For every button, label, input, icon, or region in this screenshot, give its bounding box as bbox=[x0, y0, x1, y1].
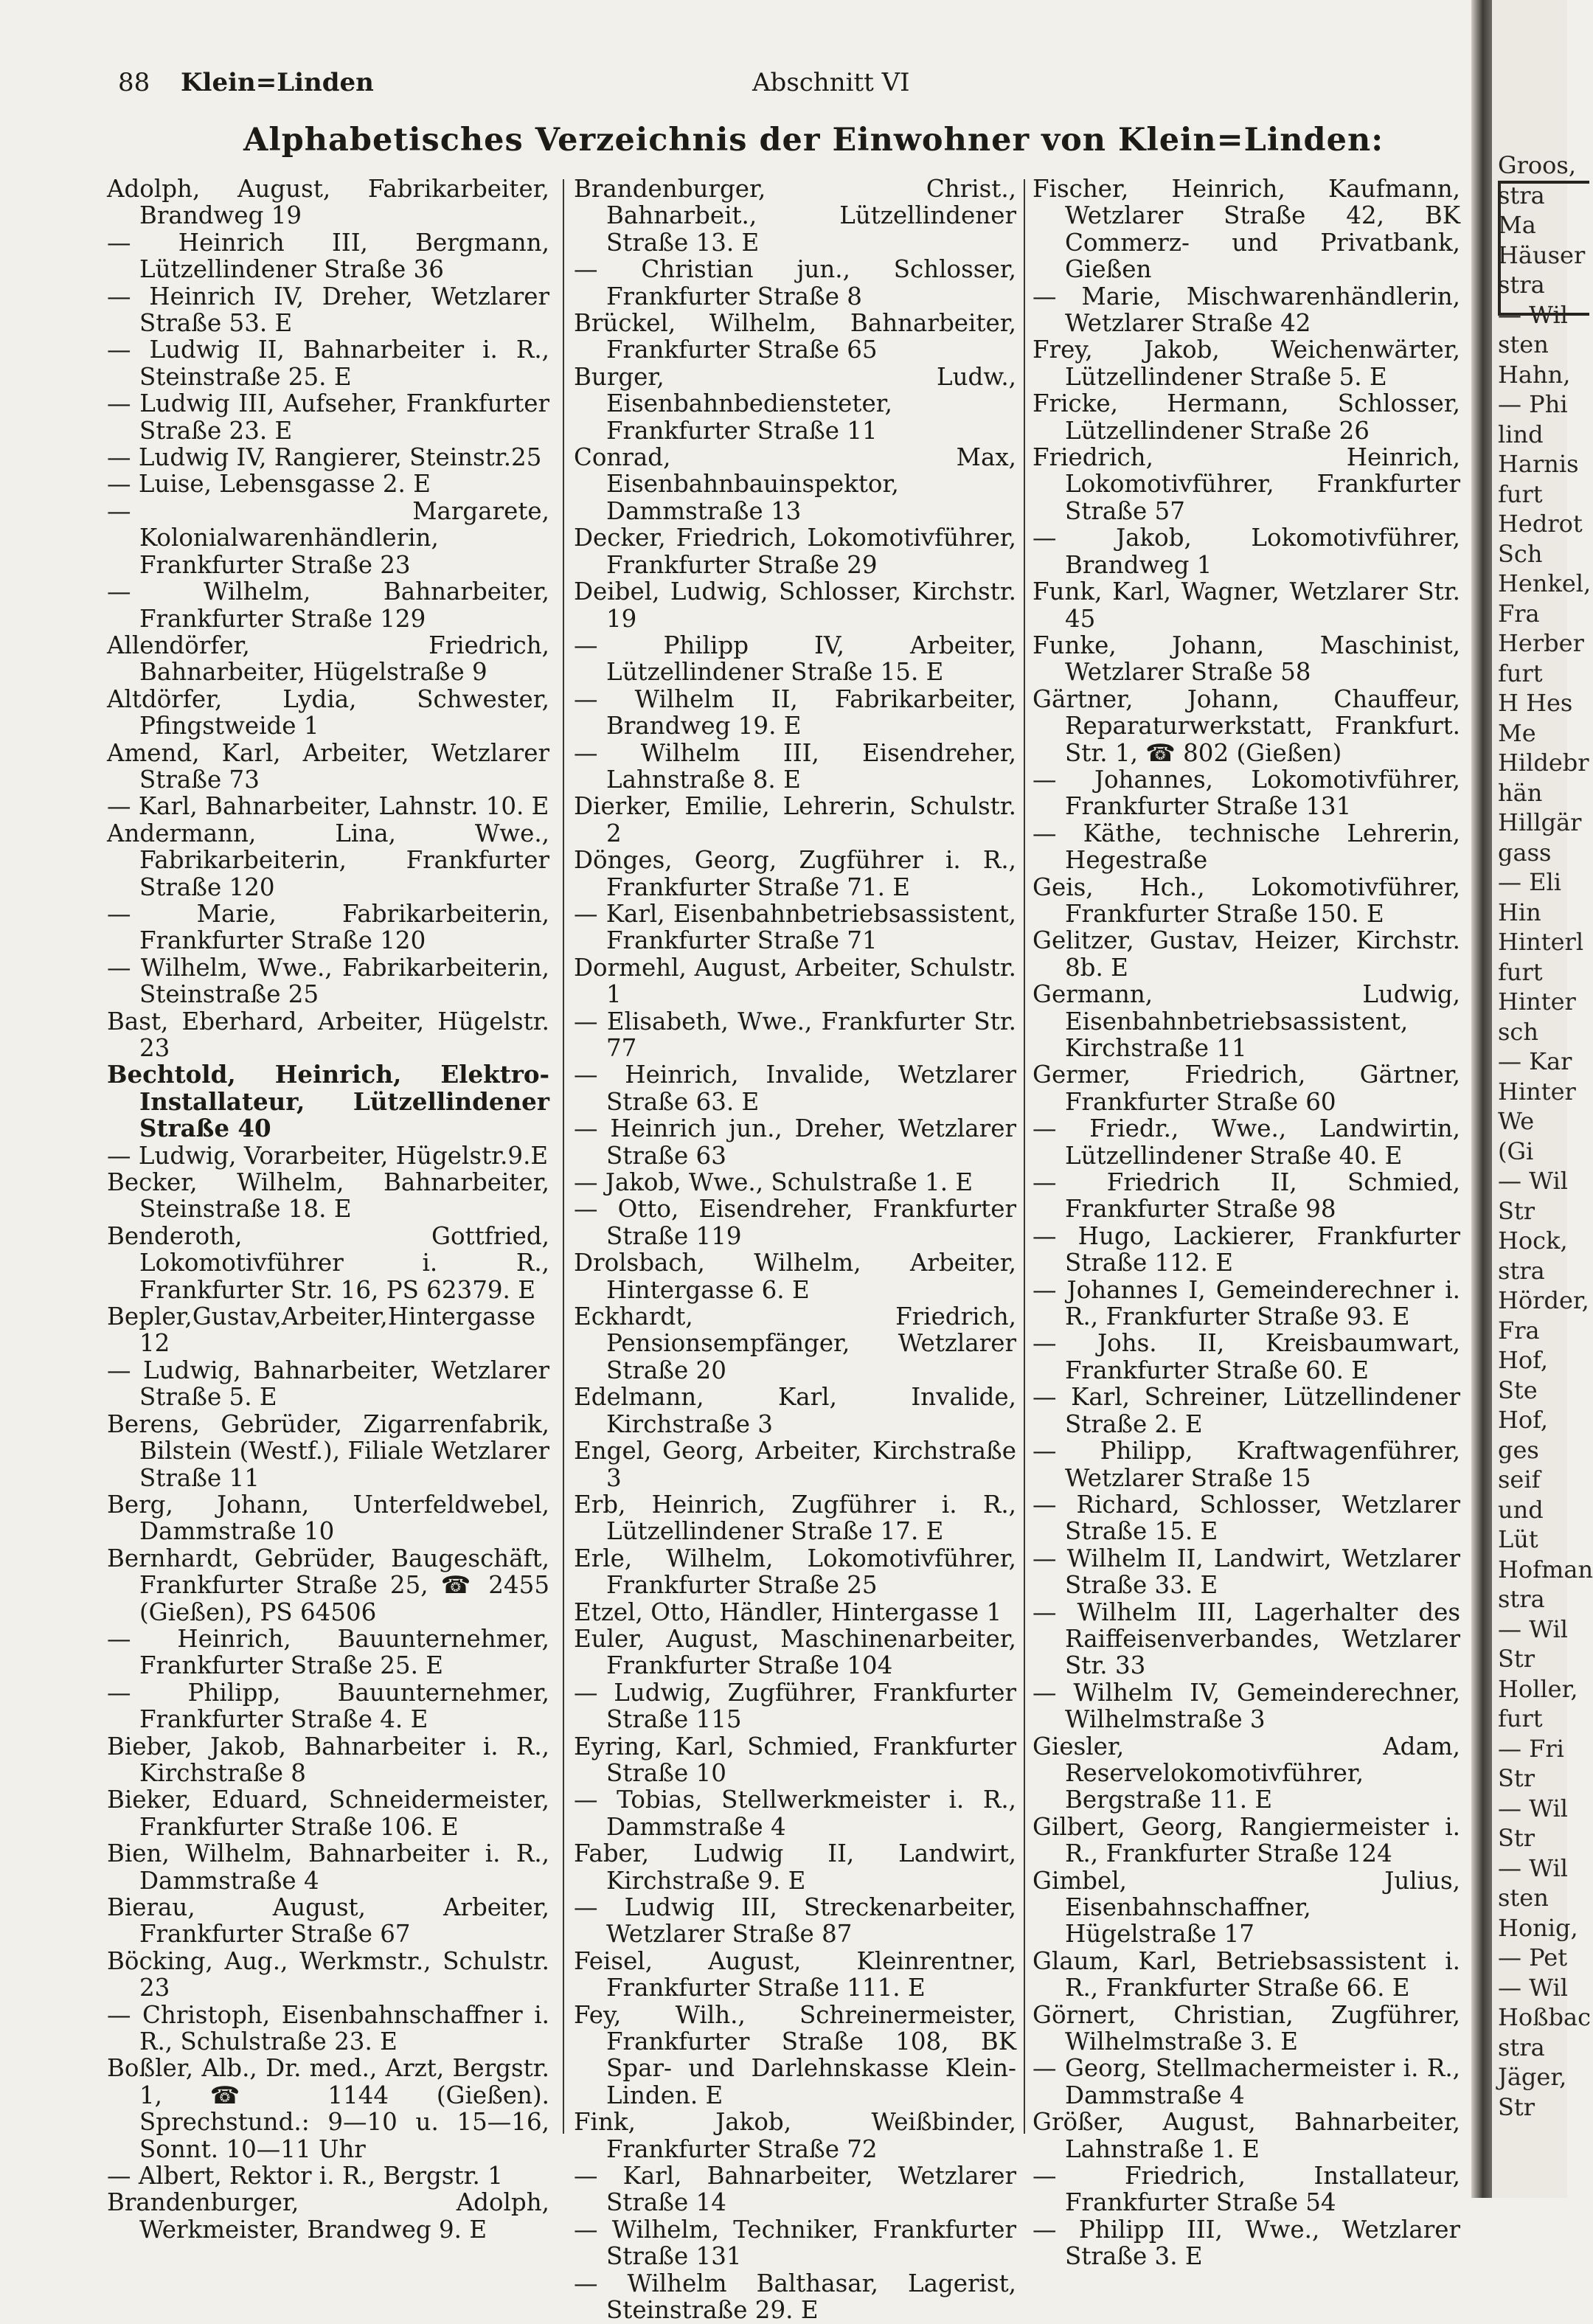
directory-entry: Feisel, August, Kleinrentner, Frankfurter Straße 111. E bbox=[574, 1946, 1016, 2002]
directory-entry: Gimbel, Julius, Eisenbahnschaffner, Hügelstraße 17 bbox=[1032, 1866, 1460, 1949]
directory-entry: — Christian jun., Schlosser, Frankfurter Straße 8 bbox=[574, 255, 1016, 311]
facing-page-fragment: — Eli bbox=[1498, 868, 1561, 896]
facing-page-fragment: furt bbox=[1498, 1704, 1543, 1732]
directory-entry: Dierker, Emilie, Lehrerin, Schulstr. 2 bbox=[574, 792, 1016, 847]
directory-entry: — Ludwig III, Streckenarbeiter, Wetzlarer Straße 87 bbox=[574, 1893, 1016, 1949]
facing-page-fragment: sch bbox=[1498, 1017, 1538, 1046]
facing-page-fragment: furt bbox=[1498, 659, 1543, 687]
directory-entry: Görnert, Christian, Zugführer, Wilhelmstraße 3. E bbox=[1032, 2000, 1460, 2056]
directory-entry: — Richard, Schlosser, Wetzlarer Straße 15. E bbox=[1032, 1490, 1460, 1546]
directory-entry: Decker, Friedrich, Lokomotivführer, Frankfurter Straße 29 bbox=[574, 524, 1016, 579]
facing-page-fragment: seif bbox=[1498, 1465, 1541, 1494]
directory-entry: — Luise, Lebensgasse 2. E bbox=[107, 470, 431, 499]
facing-page-fragment: — Fri bbox=[1498, 1734, 1564, 1763]
facing-page-fragment: hän bbox=[1498, 778, 1543, 807]
directory-entry: Böcking, Aug., Werkmstr., Schulstr. 23 bbox=[107, 1946, 549, 2002]
directory-entry: Bechtold, Heinrich, Elektro-Installateur, Lützellindener Straße 40 bbox=[107, 1060, 549, 1143]
facing-page-fragment: stra bbox=[1498, 271, 1545, 299]
directory-entry: Bieker, Eduard, Schneidermeister, Frankfurter Straße 106. E bbox=[107, 1786, 549, 1841]
directory-entry: — Philipp, Bauunternehmer, Frankfurter Straße 4. E bbox=[107, 1678, 549, 1734]
facing-page-fragment: Hof, bbox=[1498, 1406, 1549, 1434]
directory-entry: Eyring, Karl, Schmied, Frankfurter Straße 10 bbox=[574, 1732, 1016, 1787]
facing-page-fragment: Me bbox=[1498, 718, 1536, 747]
running-header bbox=[111, 68, 1490, 112]
directory-entry: — Ludwig II, Bahnarbeiter i. R., Steinstraße 25. E bbox=[107, 336, 549, 391]
facing-page-fragment: Str bbox=[1498, 2092, 1535, 2121]
directory-entry: — Jakob, Lokomotivführer, Brandweg 1 bbox=[1032, 524, 1460, 579]
directory-entry: Brandenburger, Adolph, Werkmeister, Brandweg 9. E bbox=[107, 2188, 549, 2244]
directory-entry: — Wilhelm II, Landwirt, Wetzlarer Straße 33. E bbox=[1032, 1544, 1460, 1600]
facing-page-fragment: furt bbox=[1498, 479, 1543, 508]
directory-entry: Glaum, Karl, Betriebsassistent i. R., Frankfurter Straße 66. E bbox=[1032, 1946, 1460, 2002]
facing-page-fragment: — Wil bbox=[1498, 1853, 1568, 1882]
facing-page-fragment: Jäger, bbox=[1498, 2063, 1567, 2091]
facing-page-fragment: lind bbox=[1498, 420, 1544, 448]
directory-entry: — Karl, Eisenbahnbetriebsassistent, Frankfurter Straße 71 bbox=[574, 899, 1016, 955]
directory-entry: Deibel, Ludwig, Schlosser, Kirchstr. 19 bbox=[574, 577, 1016, 633]
directory-entry: — Ludwig, Bahnarbeiter, Wetzlarer Straße 5. E bbox=[107, 1356, 549, 1412]
directory-entry: Bast, Eberhard, Arbeiter, Hügelstr. 23 bbox=[107, 1007, 549, 1062]
facing-page-fragment: Hock, bbox=[1498, 1227, 1568, 1255]
facing-page-fragment: Hahn, bbox=[1498, 360, 1571, 389]
directory-entry: — Ludwig III, Aufseher, Frankfurter Straße 23. E bbox=[107, 389, 549, 445]
facing-page-fragment: — Phi bbox=[1498, 390, 1568, 418]
facing-page-fragment: — Kar bbox=[1498, 1047, 1572, 1075]
facing-page-fragment: H Hes bbox=[1498, 689, 1573, 717]
facing-page-fragment: und bbox=[1498, 1495, 1544, 1524]
facing-page-fragment: Ste bbox=[1498, 1376, 1538, 1404]
directory-entry: Gärtner, Johann, Chauffeur, Reparaturwerkstatt, Frankfurt. Str. 1, ☎ 802 (Gießen) bbox=[1032, 684, 1460, 767]
directory-entry: Fey, Wilh., Schreinermeister, Frankfurter Straße 108, BK Spar- und Darlehnskasse Klein-Linden. E bbox=[574, 2000, 1016, 2109]
directory-entry: Gilbert, Georg, Rangiermeister i. R., Frankfurter Straße 124 bbox=[1032, 1812, 1460, 1868]
directory-entry: Altdörfer, Lydia, Schwester, Pfingstweide 1 bbox=[107, 684, 549, 740]
facing-page-fragment: Hinter bbox=[1498, 1077, 1576, 1106]
facing-page-fragment: Fra bbox=[1498, 599, 1540, 628]
directory-entry: — Elisabeth, Wwe., Frankfurter Str. 77 bbox=[574, 1007, 1016, 1062]
directory-column-2 bbox=[574, 176, 1016, 2324]
directory-entry: Gelitzer, Gustav, Heizer, Kirchstr. 8b. E bbox=[1032, 926, 1460, 982]
directory-entry: — Friedrich II, Schmied, Frankfurter Straße 98 bbox=[1032, 1168, 1460, 1224]
running-title: Klein=Linden bbox=[181, 68, 374, 97]
directory-entry: — Käthe, technische Lehrerin, Hegestraße bbox=[1032, 819, 1460, 875]
book-gutter bbox=[1471, 0, 1492, 2198]
directory-entry: — Karl, Schreiner, Lützellindener Straße 2. E bbox=[1032, 1383, 1460, 1438]
directory-entry: Germann, Ludwig, Eisenbahnbetriebsassistent, Kirchstraße 11 bbox=[1032, 980, 1460, 1062]
directory-entry: Adolph, August, Fabrikarbeiter, Brandweg 19 bbox=[107, 175, 549, 230]
facing-page-fragment: (Gi bbox=[1498, 1137, 1534, 1165]
directory-entry: Dönges, Georg, Zugführer i. R., Frankfurter Straße 71. E bbox=[574, 846, 1016, 901]
directory-entry: Allendörfer, Friedrich, Bahnarbeiter, Hügelstraße 9 bbox=[107, 631, 549, 687]
directory-entry: — Heinrich jun., Dreher, Wetzlarer Straße 63 bbox=[574, 1114, 1016, 1170]
directory-entry: — Heinrich, Bauunternehmer, Frankfurter Straße 25. E bbox=[107, 1624, 549, 1680]
directory-entry: — Jakob, Wwe., Schulstraße 1. E bbox=[574, 1168, 974, 1197]
page-number: 88 bbox=[118, 68, 150, 97]
directory-entry: Etzel, Otto, Händler, Hintergasse 1 bbox=[574, 1598, 1002, 1626]
facing-page-fragment: Hedrot bbox=[1498, 510, 1583, 538]
facing-page-fragment: Groos, bbox=[1498, 151, 1576, 179]
directory-entry: — Karl, Bahnarbeiter, Lahnstr. 10. E bbox=[107, 792, 549, 821]
facing-page-fragment: Hof, bbox=[1498, 1346, 1549, 1374]
directory-entry: Fricke, Hermann, Schlosser, Lützellindener Straße 26 bbox=[1032, 389, 1460, 445]
directory-entry: Burger, Ludw., Eisenbahnbediensteter, Frankfurter Straße 11 bbox=[574, 362, 1016, 445]
directory-entry: — Johannes I, Gemeinderechner i. R., Frankfurter Straße 93. E bbox=[1032, 1275, 1460, 1331]
facing-page-fragment: Hinterl bbox=[1498, 928, 1584, 956]
facing-page-fragment: We bbox=[1498, 1107, 1535, 1135]
directory-entry: Funke, Johann, Maschinist, Wetzlarer Straße 58 bbox=[1032, 631, 1460, 687]
directory-entry: Andermann, Lina, Wwe., Fabrikarbeiterin, Frankfurter Straße 120 bbox=[107, 819, 549, 901]
directory-entry: Engel, Georg, Arbeiter, Kirchstraße 3 bbox=[574, 1437, 1016, 1492]
directory-entry: — Ludwig, Zugführer, Frankfurter Straße 115 bbox=[574, 1678, 1016, 1734]
directory-entry: Germer, Friedrich, Gärtner, Frankfurter Straße 60 bbox=[1032, 1061, 1460, 1116]
directory-entry: Geis, Hch., Lokomotivführer, Frankfurter Straße 150. E bbox=[1032, 873, 1460, 928]
facing-page-fragment: Holler, bbox=[1498, 1674, 1578, 1703]
facing-page-fragment: — Pet bbox=[1498, 1943, 1568, 1971]
facing-page-fragment: stra bbox=[1498, 181, 1545, 209]
directory-entry: Brandenburger, Christ., Bahnarbeit., Lützellindener Straße 13. E bbox=[574, 175, 1016, 257]
facing-page-fragment: Lüt bbox=[1498, 1525, 1538, 1553]
directory-entry: — Georg, Stellmachermeister i. R., Dammstraße 4 bbox=[1032, 2054, 1460, 2109]
directory-entry: Frey, Jakob, Weichenwärter, Lützellindener Straße 5. E bbox=[1032, 336, 1460, 391]
facing-page-fragment: Hörder, bbox=[1498, 1286, 1589, 1314]
directory-entry: Bepler,Gustav,Arbeiter,Hintergasse 12 bbox=[107, 1303, 535, 1358]
directory-entry: Brückel, Wilhelm, Bahnarbeiter, Frankfurter Straße 65 bbox=[574, 309, 1016, 364]
facing-page-fragment: Hin bbox=[1498, 898, 1541, 926]
directory-entry: Fink, Jakob, Weißbinder, Frankfurter Straße 72 bbox=[574, 2108, 1016, 2163]
directory-entry: Boßler, Alb., Dr. med., Arzt, Bergstr. 1, ☎ 1144 (Gießen). Sprechstund.: 9—10 u. 15—16, Sonnt. 10—11 Uhr bbox=[107, 2054, 549, 2163]
directory-entry: Eckhardt, Friedrich, Pensionsempfänger, Wetzlarer Straße 20 bbox=[574, 1303, 1016, 1384]
directory-entry: Conrad, Max, Eisenbahnbauinspektor, Dammstraße 13 bbox=[574, 443, 1016, 525]
directory-entry: — Albert, Rektor i. R., Bergstr. 1 bbox=[107, 2162, 503, 2191]
facing-page-fragment: Hillgär bbox=[1498, 808, 1582, 836]
section-label: Abschnitt VI bbox=[752, 68, 910, 97]
directory-entry: Giesler, Adam, Reservelokomotivführer, Bergstraße 11. E bbox=[1032, 1732, 1460, 1814]
directory-entry: Größer, August, Bahnarbeiter, Lahnstraße 1. E bbox=[1032, 2108, 1460, 2163]
facing-page-fragment: Harnis bbox=[1498, 450, 1579, 478]
facing-page-fragment: Fra bbox=[1498, 1316, 1540, 1345]
facing-page-fragment: Henkel, bbox=[1498, 569, 1592, 597]
directory-entry: — Marie, Fabrikarbeiterin, Frankfurter Straße 120 bbox=[107, 899, 549, 955]
column-divider bbox=[1024, 179, 1025, 2134]
directory-entry: Berg, Johann, Unterfeldwebel, Dammstraße 10 bbox=[107, 1490, 549, 1546]
directory-entry: — Wilhelm Balthasar, Lagerist, Steinstraße 29. E bbox=[574, 2269, 1016, 2324]
directory-entry: Becker, Wilhelm, Bahnarbeiter, Steinstraße 18. E bbox=[107, 1168, 549, 1224]
facing-page-fragment: Str bbox=[1498, 1196, 1535, 1225]
directory-entry: — Wilhelm, Bahnarbeiter, Frankfurter Straße 129 bbox=[107, 577, 549, 633]
facing-page-fragment: — Wil bbox=[1498, 1167, 1568, 1195]
directory-entry: — Johannes, Lokomotivführer, Frankfurter Straße 131 bbox=[1032, 765, 1460, 821]
directory-entry: — Wilhelm, Techniker, Frankfurter Straße 131 bbox=[574, 2215, 1016, 2271]
facing-page-fragment: stra bbox=[1498, 1256, 1545, 1285]
directory-entry: Erle, Wilhelm, Lokomotivführer, Frankfurter Straße 25 bbox=[574, 1544, 1016, 1600]
directory-entry: — Philipp IV, Arbeiter, Lützellindener Straße 15. E bbox=[574, 631, 1016, 687]
directory-entry: — Otto, Eisendreher, Frankfurter Straße 119 bbox=[574, 1195, 1016, 1250]
directory-entry: Benderoth, Gottfried, Lokomotivführer i. R., Frankfurter Str. 16, PS 62379. E bbox=[107, 1221, 549, 1304]
directory-entry: — Christoph, Eisenbahnschaffner i. R., Schulstraße 23. E bbox=[107, 2000, 549, 2056]
facing-page-fragment: stra bbox=[1498, 1585, 1545, 1613]
directory-entry: Faber, Ludwig II, Landwirt, Kirchstraße 9. E bbox=[574, 1839, 1016, 1895]
directory-entry: — Friedrich, Installateur, Frankfurter Straße 54 bbox=[1032, 2162, 1460, 2217]
directory-entry: Funk, Karl, Wagner, Wetzlarer Str. 45 bbox=[1032, 577, 1460, 633]
directory-entry: — Friedr., Wwe., Landwirtin, Lützellindener Straße 40. E bbox=[1032, 1114, 1460, 1170]
directory-entry: — Johs. II, Kreisbaumwart, Frankfurter Straße 60. E bbox=[1032, 1329, 1460, 1384]
facing-page-fragment: Herber bbox=[1498, 629, 1584, 657]
directory-entry: — Wilhelm II, Fabrikarbeiter, Brandweg 19. E bbox=[574, 684, 1016, 740]
facing-page-edge bbox=[1492, 0, 1593, 2198]
directory-entry: Bien, Wilhelm, Bahnarbeiter i. R., Dammstraße 4 bbox=[107, 1839, 549, 1895]
directory-entry: — Ludwig, Vorarbeiter, Hügelstr.9.E bbox=[107, 1141, 549, 1170]
facing-page-fragment: — Wil bbox=[1498, 300, 1568, 329]
directory-column-3 bbox=[1032, 176, 1460, 2270]
directory-entry: — Wilhelm III, Lagerhalter des Raiffeisenverbandes, Wetzlarer Str. 33 bbox=[1032, 1598, 1460, 1680]
facing-page-fragment: gass bbox=[1498, 838, 1552, 867]
directory-entry: Amend, Karl, Arbeiter, Wetzlarer Straße 73 bbox=[107, 738, 549, 794]
directory-entry: — Hugo, Lackierer, Frankfurter Straße 112. E bbox=[1032, 1221, 1460, 1277]
directory-entry: — Philipp III, Wwe., Wetzlarer Straße 3. E bbox=[1032, 2215, 1460, 2271]
directory-entry: — Ludwig IV, Rangierer, Steinstr.25 bbox=[107, 443, 542, 472]
directory-entry: — Heinrich III, Bergmann, Lützellindener Straße 36 bbox=[107, 228, 549, 284]
facing-page-fragment: furt bbox=[1498, 957, 1543, 986]
page-title: Alphabetisches Verzeichnis der Einwohner von Klein=Linden: bbox=[243, 122, 1384, 159]
directory-column-1 bbox=[107, 176, 549, 2243]
directory-entry: Bernhardt, Gebrüder, Baugeschäft, Frankfurter Straße 25, ☎ 2455 (Gießen), PS 64506 bbox=[107, 1544, 549, 1626]
column-divider bbox=[563, 179, 564, 2134]
directory-entry: Bierau, August, Arbeiter, Frankfurter Straße 67 bbox=[107, 1893, 549, 1949]
directory-entry: — Tobias, Stellwerkmeister i. R., Dammstraße 4 bbox=[574, 1786, 1016, 1841]
directory-entry: — Philipp, Kraftwagenführer, Wetzlarer Straße 15 bbox=[1032, 1437, 1460, 1492]
directory-entry: — Wilhelm IV, Gemeinderechner, Wilhelmstraße 3 bbox=[1032, 1678, 1460, 1734]
facing-page-fragment: stra bbox=[1498, 2033, 1545, 2061]
directory-entry: Bieber, Jakob, Bahnarbeiter i. R., Kirchstraße 8 bbox=[107, 1732, 549, 1787]
facing-page-fragment: sten bbox=[1498, 1884, 1549, 1912]
facing-page-fragment: Str bbox=[1498, 1764, 1535, 1792]
facing-page-fragment: Sch bbox=[1498, 539, 1543, 568]
directory-entry: — Wilhelm III, Eisendreher, Lahnstraße 8. E bbox=[574, 738, 1016, 794]
facing-page-fragment: Hinter bbox=[1498, 988, 1576, 1016]
facing-page-fragment: — Wil bbox=[1498, 1794, 1568, 1822]
directory-entry: Fischer, Heinrich, Kaufmann, Wetzlarer Straße 42, BK Commerz- und Privatbank, Gießen bbox=[1032, 175, 1460, 284]
directory-entry: — Margarete, Kolonialwarenhändlerin, Frankfurter Straße 23 bbox=[107, 496, 549, 579]
directory-entry: — Karl, Bahnarbeiter, Wetzlarer Straße 14 bbox=[574, 2162, 1016, 2217]
directory-entry: Euler, August, Maschinenarbeiter, Frankfurter Straße 104 bbox=[574, 1624, 1016, 1680]
facing-page-fragment: Ma bbox=[1498, 211, 1536, 239]
facing-page-fragment: Hildebr bbox=[1498, 749, 1589, 777]
facing-page-fragment: Str bbox=[1498, 1645, 1535, 1673]
facing-page-fragment: — Wil bbox=[1498, 1973, 1568, 2002]
facing-page-fragment: Hofman bbox=[1498, 1555, 1593, 1584]
facing-page-fragment: ges bbox=[1498, 1435, 1539, 1464]
directory-entry: Dormehl, August, Arbeiter, Schulstr. 1 bbox=[574, 953, 1016, 1009]
facing-page-fragment: sten bbox=[1498, 330, 1549, 358]
facing-page-fragment: — Wil bbox=[1498, 1614, 1568, 1643]
directory-entry: Berens, Gebrüder, Zigarrenfabrik, Bilstein (Westf.), Filiale Wetzlarer Straße 11 bbox=[107, 1409, 549, 1492]
directory-entry: Edelmann, Karl, Invalide, Kirchstraße 3 bbox=[574, 1383, 1016, 1438]
directory-entry: — Heinrich IV, Dreher, Wetzlarer Straße 53. E bbox=[107, 282, 549, 338]
directory-entry: — Marie, Mischwarenhändlerin, Wetzlarer Straße 42 bbox=[1032, 282, 1460, 338]
facing-page-fragment: Häuser bbox=[1498, 240, 1586, 269]
directory-entry: Friedrich, Heinrich, Lokomotivführer, Frankfurter Straße 57 bbox=[1032, 443, 1460, 525]
directory-entry: — Wilhelm, Wwe., Fabrikarbeiterin, Steinstraße 25 bbox=[107, 953, 549, 1009]
facing-page-fragment: Honig, bbox=[1498, 1913, 1578, 1942]
directory-entry: Erb, Heinrich, Zugführer i. R., Lützellindener Straße 17. E bbox=[574, 1490, 1016, 1546]
directory-entry: Drolsbach, Wilhelm, Arbeiter, Hintergasse 6. E bbox=[574, 1249, 1016, 1304]
facing-page-fragment: Str bbox=[1498, 1824, 1535, 1852]
facing-page-fragment: Hoßbac bbox=[1498, 2003, 1592, 2031]
directory-entry: — Heinrich, Invalide, Wetzlarer Straße 63. E bbox=[574, 1061, 1016, 1116]
